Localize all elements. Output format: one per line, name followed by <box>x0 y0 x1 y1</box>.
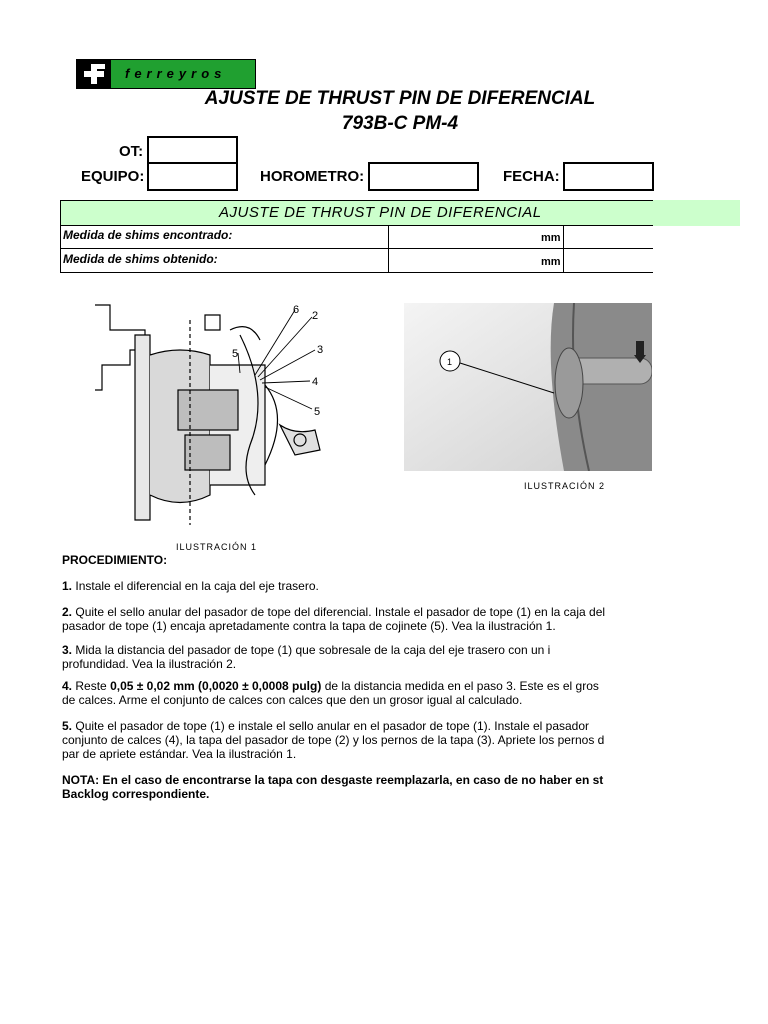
row-label: Medida de shims obtenido: <box>63 252 218 266</box>
row-unit: mm <box>541 256 561 268</box>
procedure-step-2: 2. Quite el sello anular del pasador de tope del diferencial. Instale el pasador de tope (1) en la caja del pasador de tope (1) encaja apretadamente contra la tapa de cojinete (5). Vea la ilustración 1. <box>62 605 606 633</box>
ferreyros-logo <box>76 59 256 89</box>
equipo-label: EQUIPO: <box>81 168 145 185</box>
illustration-1-caption: ILUSTRACIÓN 1 <box>176 542 258 552</box>
thrust-pin-photo-icon <box>404 303 652 471</box>
callout-label: 5 <box>232 348 239 360</box>
page-subtitle: 793B-C PM-4 <box>341 113 459 134</box>
row-label: Medida de shims encontrado: <box>63 228 233 242</box>
row-unit: mm <box>541 232 561 244</box>
horometro-label: HOROMETRO: <box>260 168 365 185</box>
callout-label: 1 <box>447 357 453 367</box>
illustration-1 <box>90 295 350 535</box>
page-title: AJUSTE DE THRUST PIN DE DIFERENCIAL <box>204 88 596 109</box>
table-header-text: AJUSTE DE THRUST PIN DE DIFERENCIAL <box>219 204 542 221</box>
callout-label: 4 <box>312 376 319 388</box>
callout-label: 3 <box>317 344 324 356</box>
callout-label: 2 <box>312 310 319 322</box>
callout-label: 5 <box>314 406 321 418</box>
callout-label: 6 <box>293 304 300 316</box>
shims-table <box>60 200 653 273</box>
shims-encontrado-value[interactable] <box>565 225 653 248</box>
ot-field[interactable] <box>147 136 238 165</box>
header-overflow <box>652 200 740 226</box>
illustration-2-caption: ILUSTRACIÓN 2 <box>524 481 606 491</box>
ot-label: OT: <box>119 143 144 160</box>
logo-wordmark: ferreyros <box>111 60 255 88</box>
differential-diagram-icon <box>90 295 350 535</box>
procedure-step-5: 5. Quite el pasador de tope (1) e instale el sello anular en el pasador de tope (1). Instale el pasador conjunto de calces (4), la tapa del pasador de tope (2) y los pernos de la tapa (3). Apriete los pernos d par de apriete estándar. Vea la ilustración 1. <box>62 719 605 761</box>
horometro-field[interactable] <box>368 162 479 191</box>
shims-obtenido-value[interactable] <box>565 249 653 272</box>
table-row <box>61 249 653 273</box>
procedure-note: NOTA: En el caso de encontrarse la tapa con desgaste reemplazarla, en caso de no haber en st Backlog correspondiente. <box>62 773 604 801</box>
fecha-label: FECHA: <box>503 168 560 185</box>
procedure-step-3: 3. Mida la distancia del pasador de tope (1) que sobresale de la caja del eje trasero con un i profundidad. Vea la ilustración 2. <box>62 643 551 671</box>
table-header <box>61 200 653 226</box>
ferreyros-mark-icon <box>77 60 111 88</box>
table-row <box>61 225 653 249</box>
procedure-step-4: 4. Reste 0,05 ± 0,02 mm (0,0020 ± 0,0008 pulg) de la distancia medida en el paso 3. Este es el gros de calces. Arme el conjunto de calces con calces que den un grosor igual al calculado. <box>62 679 599 707</box>
equipo-field[interactable] <box>147 162 238 191</box>
procedure-heading: PROCEDIMIENTO: <box>62 553 168 567</box>
procedure-step-1: 1. Instale el diferencial en la caja del eje trasero. <box>62 579 319 593</box>
illustration-2 <box>404 303 652 471</box>
fecha-field[interactable] <box>563 162 654 191</box>
